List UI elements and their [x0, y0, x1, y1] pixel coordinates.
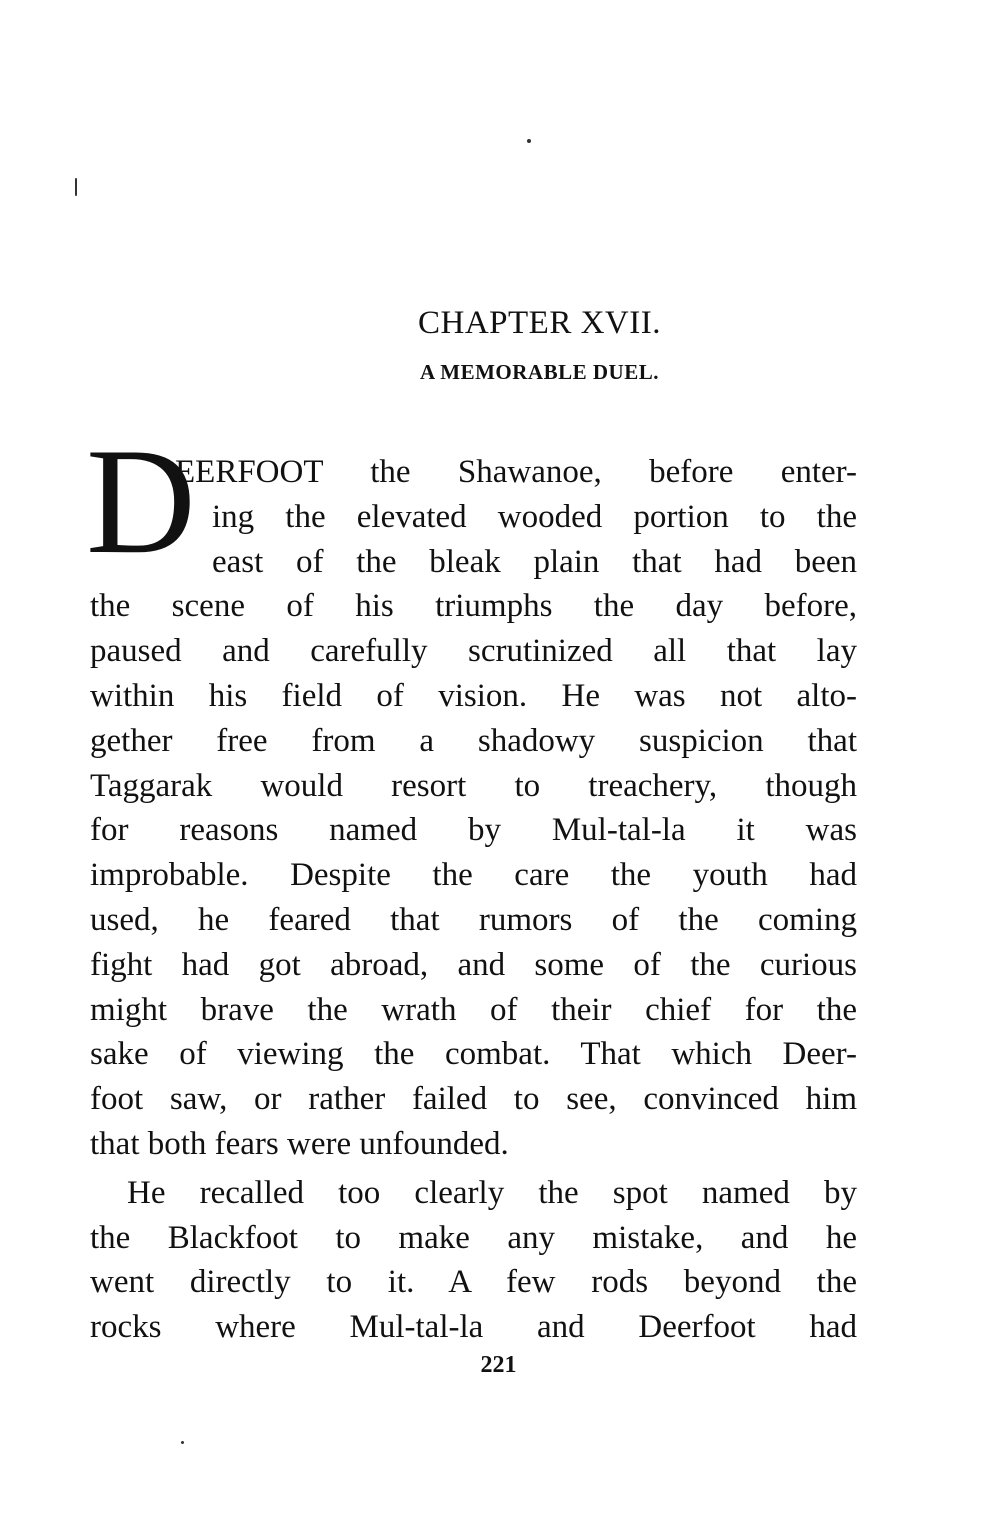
text-line: might brave the wrath of their chief for the	[90, 991, 857, 1028]
text-line: for reasons named by Mul-tal-la it was	[90, 812, 857, 849]
text-line: foot saw, or rather failed to see, convinced him	[90, 1081, 857, 1118]
scan-speck	[181, 1441, 184, 1444]
text-line: gether free from a shadowy suspicion that	[90, 722, 857, 759]
chapter-title: CHAPTER XVII.	[418, 305, 661, 341]
text-line: the Blackfoot to make any mistake, and he	[90, 1219, 857, 1256]
drop-cap: D	[86, 417, 196, 585]
text-line: within his field of vision. He was not alto-	[90, 678, 857, 714]
text-line: sake of viewing the combat. That which Deer-	[90, 1036, 857, 1073]
scan-speck	[75, 178, 77, 196]
text-line: He recalled too clearly the spot named by	[127, 1174, 857, 1211]
text-line: EERFOOT the Shawanoe, before enter-	[175, 454, 857, 490]
text-line: paused and carefully scrutinized all that lay	[90, 633, 857, 670]
scan-speck	[527, 139, 531, 143]
text-line: the scene of his triumphs the day before,	[90, 588, 857, 625]
text-line: ing the elevated wooded portion to the	[212, 498, 857, 535]
text-line: rocks where Mul-tal-la and Deerfoot had	[90, 1309, 857, 1346]
text-line: went directly to it. A few rods beyond the	[90, 1264, 857, 1301]
page-number: 221	[480, 1352, 517, 1378]
text-line: improbable. Despite the care the youth had	[90, 857, 857, 894]
text-line: that both fears were unfounded.	[90, 1126, 509, 1162]
text-line: Taggarak would resort to treachery, though	[90, 767, 857, 804]
text-line: east of the bleak plain that had been	[212, 543, 857, 580]
text-line: fight had got abroad, and some of the curious	[90, 946, 857, 983]
chapter-subtitle: A MEMORABLE DUEL.	[420, 360, 659, 384]
text-line: used, he feared that rumors of the coming	[90, 902, 857, 938]
